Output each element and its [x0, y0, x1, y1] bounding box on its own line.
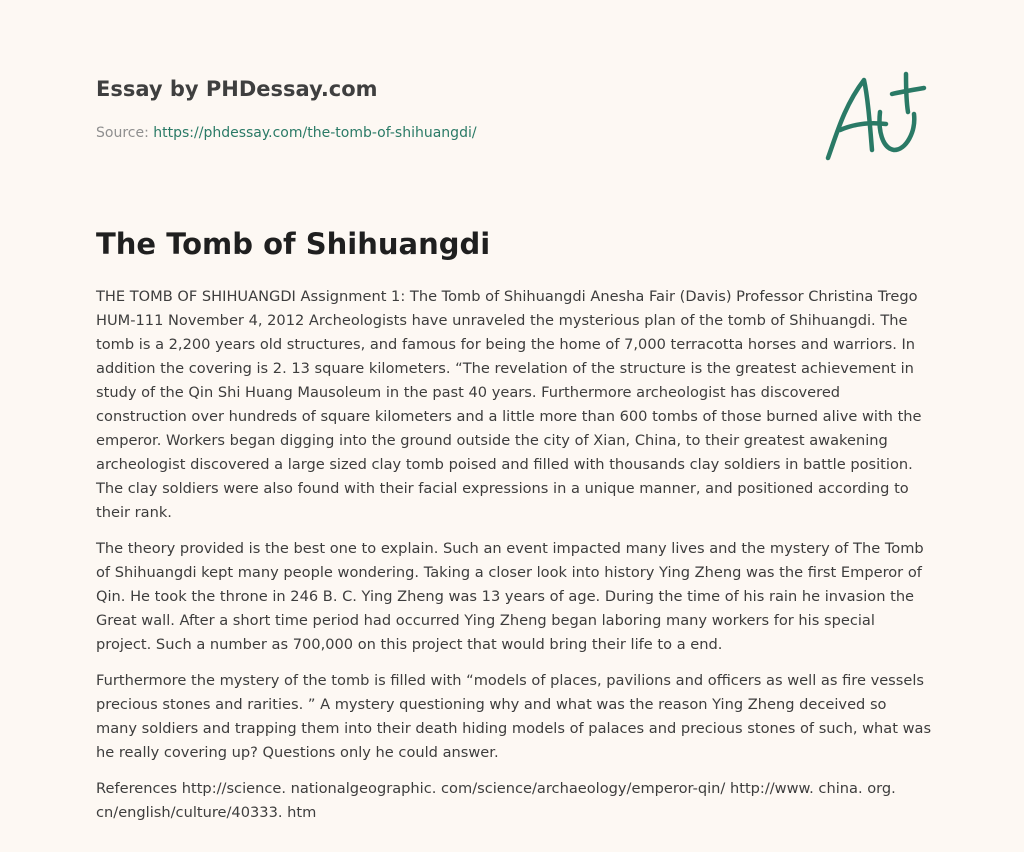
article-title: The Tomb of Shihuangdi: [96, 227, 491, 261]
article-paragraph: The theory provided is the best one to explain. Such an event impacted many lives and the mystery of The Tomb of Shihuangdi kept many people wondering. Taking a closer look into history Ying Zheng was the first Emperor of Qin. He took the throne in 246 B. C. Ying Zheng was 13 years of age. During the time of his rain he invasion the Great wall. After a short time period had occurred Ying Zheng began laboring many workers for his special project. Such a number as 700,000 on this project that would bring their life to a end.: [96, 540, 924, 653]
references-paragraph: References http://science. nationalgeographic. com/science/archaeology/emperor-qin/ http://www. china. org. cn/english/culture/40333. htm: [96, 780, 896, 821]
source-line: [96, 123, 796, 143]
article-paragraph: THE TOMB OF SHIHUANGDI Assignment 1: The Tomb of Shihuangdi Anesha Fair (Davis) Professor Christina Trego HUM-111 November 4, 2012 Archeologists have unraveled the mysterious plan of the tomb of Shihuangdi. The tomb is a 2,200 years old structures, and famous for being the home of 7,000 terracotta horses and warriors. In addition the covering is 2. 13 square kilometers. “The revelation of the structure is the greatest achievement in study of the Qin Shi Huang Mausoleum in the past 40 years. Furthermore archeologist has discovered construction over hundreds of square kilometers and a little more than 600 tombs of those burned alive with the emperor. Workers began digging into the ground outside the city of Xian, China, to their greatest awakening archeologist discovered a large sized clay tomb poised and filled with thousands clay soldiers in battle position. The clay soldiers were also found with their facial expressions in a unique manner, and positioned according to their rank.: [96, 288, 922, 521]
source-label: Source:: [96, 125, 149, 141]
brand-title: Essay by PHDessay.com: [96, 77, 378, 101]
article-body: [96, 285, 932, 837]
source-link[interactable]: https://phdessay.com/the-tomb-of-shihuangdi/: [153, 125, 477, 141]
site-header: [96, 74, 796, 143]
a-plus-logo-icon: [820, 66, 930, 166]
article-paragraph: Furthermore the mystery of the tomb is filled with “models of places, pavilions and officers as well as fire vessels precious stones and rarities. ” A mystery questioning why and what was the reason Ying Zheng deceived so many soldiers and trapping them into their death hiding models of palaces and precious stones of such, what was he really covering up? Questions only he could answer.: [96, 672, 932, 761]
